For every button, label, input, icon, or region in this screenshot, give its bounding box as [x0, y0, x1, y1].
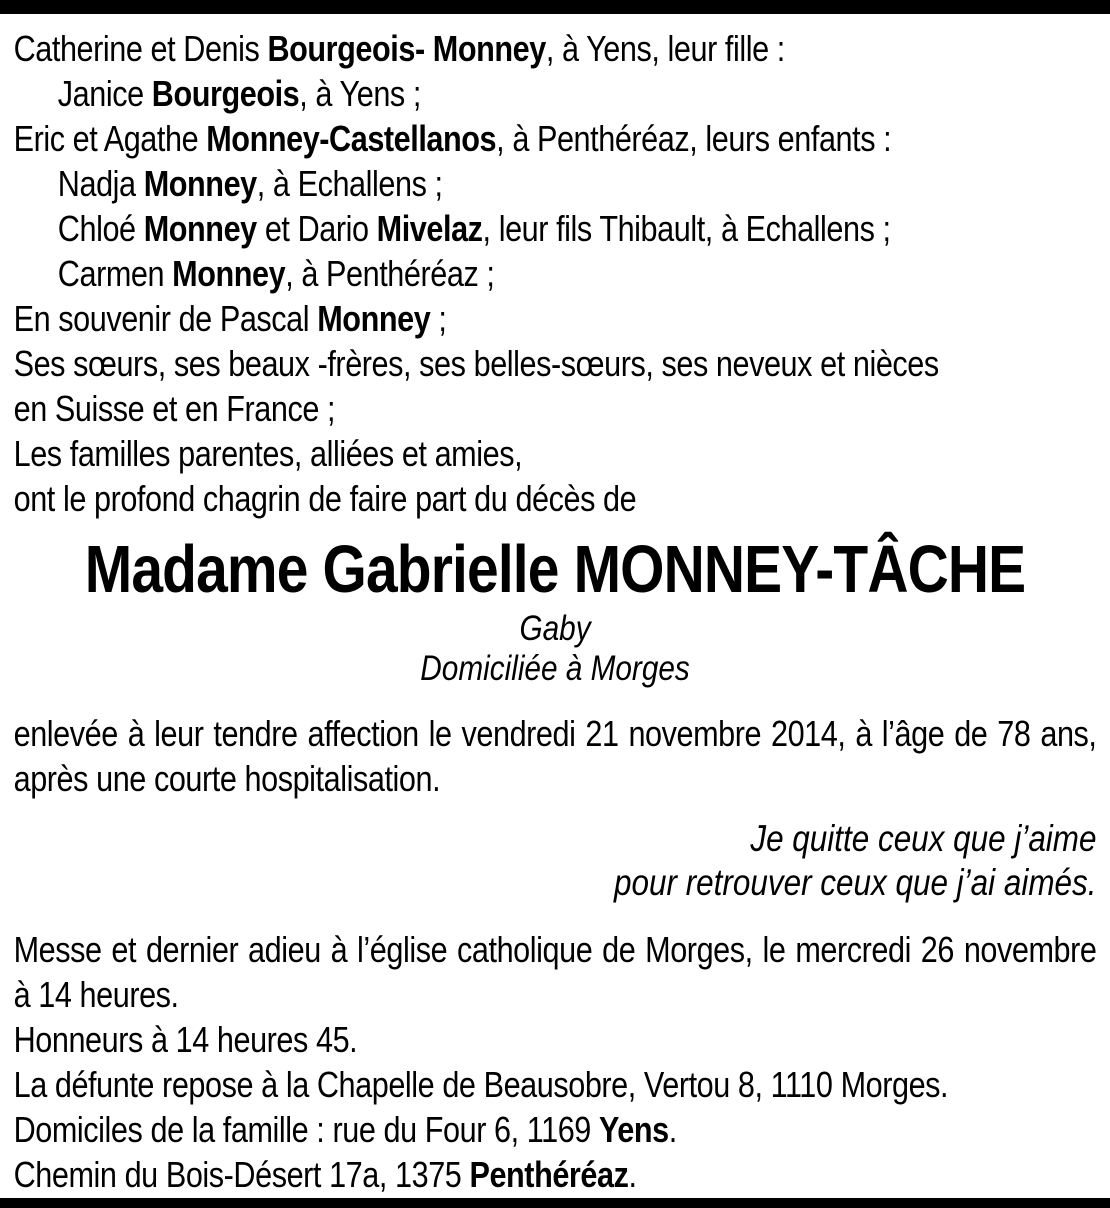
text-segment: Ses sœurs, ses beaux -frères, ses belles-sœurs, ses neveux et nièces	[13, 343, 939, 384]
text-segment: en Suisse et en France ;	[13, 388, 336, 429]
text-segment: ;	[430, 298, 447, 339]
text-segment: Eric et Agathe	[13, 118, 207, 159]
text-line	[14, 431, 1097, 476]
text-segment: Carmen	[57, 253, 173, 294]
text-line	[14, 386, 1097, 431]
surname-bold: Monney	[317, 298, 431, 339]
text-segment: ont le profond chagrin de faire part du décès de	[13, 478, 637, 519]
bottom-border-rule	[0, 1198, 1110, 1208]
quote-line-2: pour retrouver ceux que j’ai aimés.	[614, 862, 1097, 903]
text-segment: Chemin du Bois-Désert 17a, 1375	[13, 1154, 470, 1195]
surname-bold: Monney-Castellanos	[206, 118, 497, 159]
memorial-quote	[14, 817, 1097, 905]
text-segment: Janice	[57, 73, 152, 114]
surname-bold: Mivelaz	[376, 208, 483, 249]
text-line	[14, 116, 1097, 161]
text-line	[14, 1152, 1097, 1197]
text-segment: Catherine et Denis	[13, 28, 268, 69]
surname-bold: Yens	[598, 1109, 669, 1150]
text-segment: , à Penthéréaz, leurs enfants :	[496, 118, 892, 159]
text-segment: Nadja	[57, 163, 144, 204]
surname-bold: Monney	[143, 208, 257, 249]
text-segment: .	[628, 1154, 637, 1195]
text-line	[14, 1062, 1097, 1107]
text-segment: La défunte repose à la Chapelle de Beausobre, Vertou 8, 1110 Morges.	[13, 1064, 949, 1105]
death-announcement: enlevée à leur tendre affection le vendredi 21 novembre 2014, à l’âge de 78 ans, après une courte hospitalisation.	[13, 713, 1097, 799]
text-line	[14, 296, 1097, 341]
notice-content	[0, 14, 1110, 1197]
surname-bold: Monney	[143, 163, 257, 204]
text-line	[14, 71, 1097, 116]
text-segment: , à Echallens ;	[256, 163, 443, 204]
quote-line-1: Je quitte ceux que j’aime	[750, 818, 1097, 859]
text-segment: .	[668, 1109, 677, 1150]
surname-bold: Penthéréaz	[469, 1154, 629, 1195]
surname-bold: Bourgeois	[151, 73, 300, 114]
text-line	[14, 206, 1097, 251]
text-segment: Chloé	[57, 208, 144, 249]
text-line	[14, 476, 1097, 521]
text-line	[14, 927, 1097, 1017]
service-details	[14, 927, 1097, 1197]
family-list	[14, 26, 1097, 521]
text-line	[14, 26, 1097, 71]
text-segment: Messe et dernier adieu à l’église catholique de Morges, le mercredi 26 novembre à 14 heures.	[13, 929, 1097, 1015]
text-segment: En souvenir de Pascal	[13, 298, 318, 339]
deceased-name-title: Madame Gabrielle MONNEY-TÂCHE	[84, 532, 1026, 607]
nickname: Gaby	[519, 609, 591, 648]
text-segment: Les familles parentes, alliées et amies,	[13, 433, 523, 474]
surname-bold: Monney	[172, 253, 286, 294]
top-border-rule	[0, 0, 1110, 14]
text-segment: Domiciles de la famille : rue du Four 6, 1169	[13, 1109, 599, 1150]
text-segment: Honneurs à 14 heures 45.	[13, 1019, 358, 1060]
residence-line: Domiciliée à Morges	[420, 649, 690, 688]
text-segment: , leur fils Thibault, à Echallens ;	[482, 208, 891, 249]
text-line	[14, 161, 1097, 206]
text-line	[14, 341, 1097, 386]
text-segment: , à Yens, leur fille :	[545, 28, 785, 69]
text-segment: , à Penthéréaz ;	[285, 253, 495, 294]
surname-bold: Bourgeois- Monney	[267, 28, 546, 69]
text-line	[14, 251, 1097, 296]
text-line	[14, 1107, 1097, 1152]
text-segment: , à Yens ;	[299, 73, 421, 114]
text-segment: et Dario	[256, 208, 377, 249]
text-line	[14, 1017, 1097, 1062]
